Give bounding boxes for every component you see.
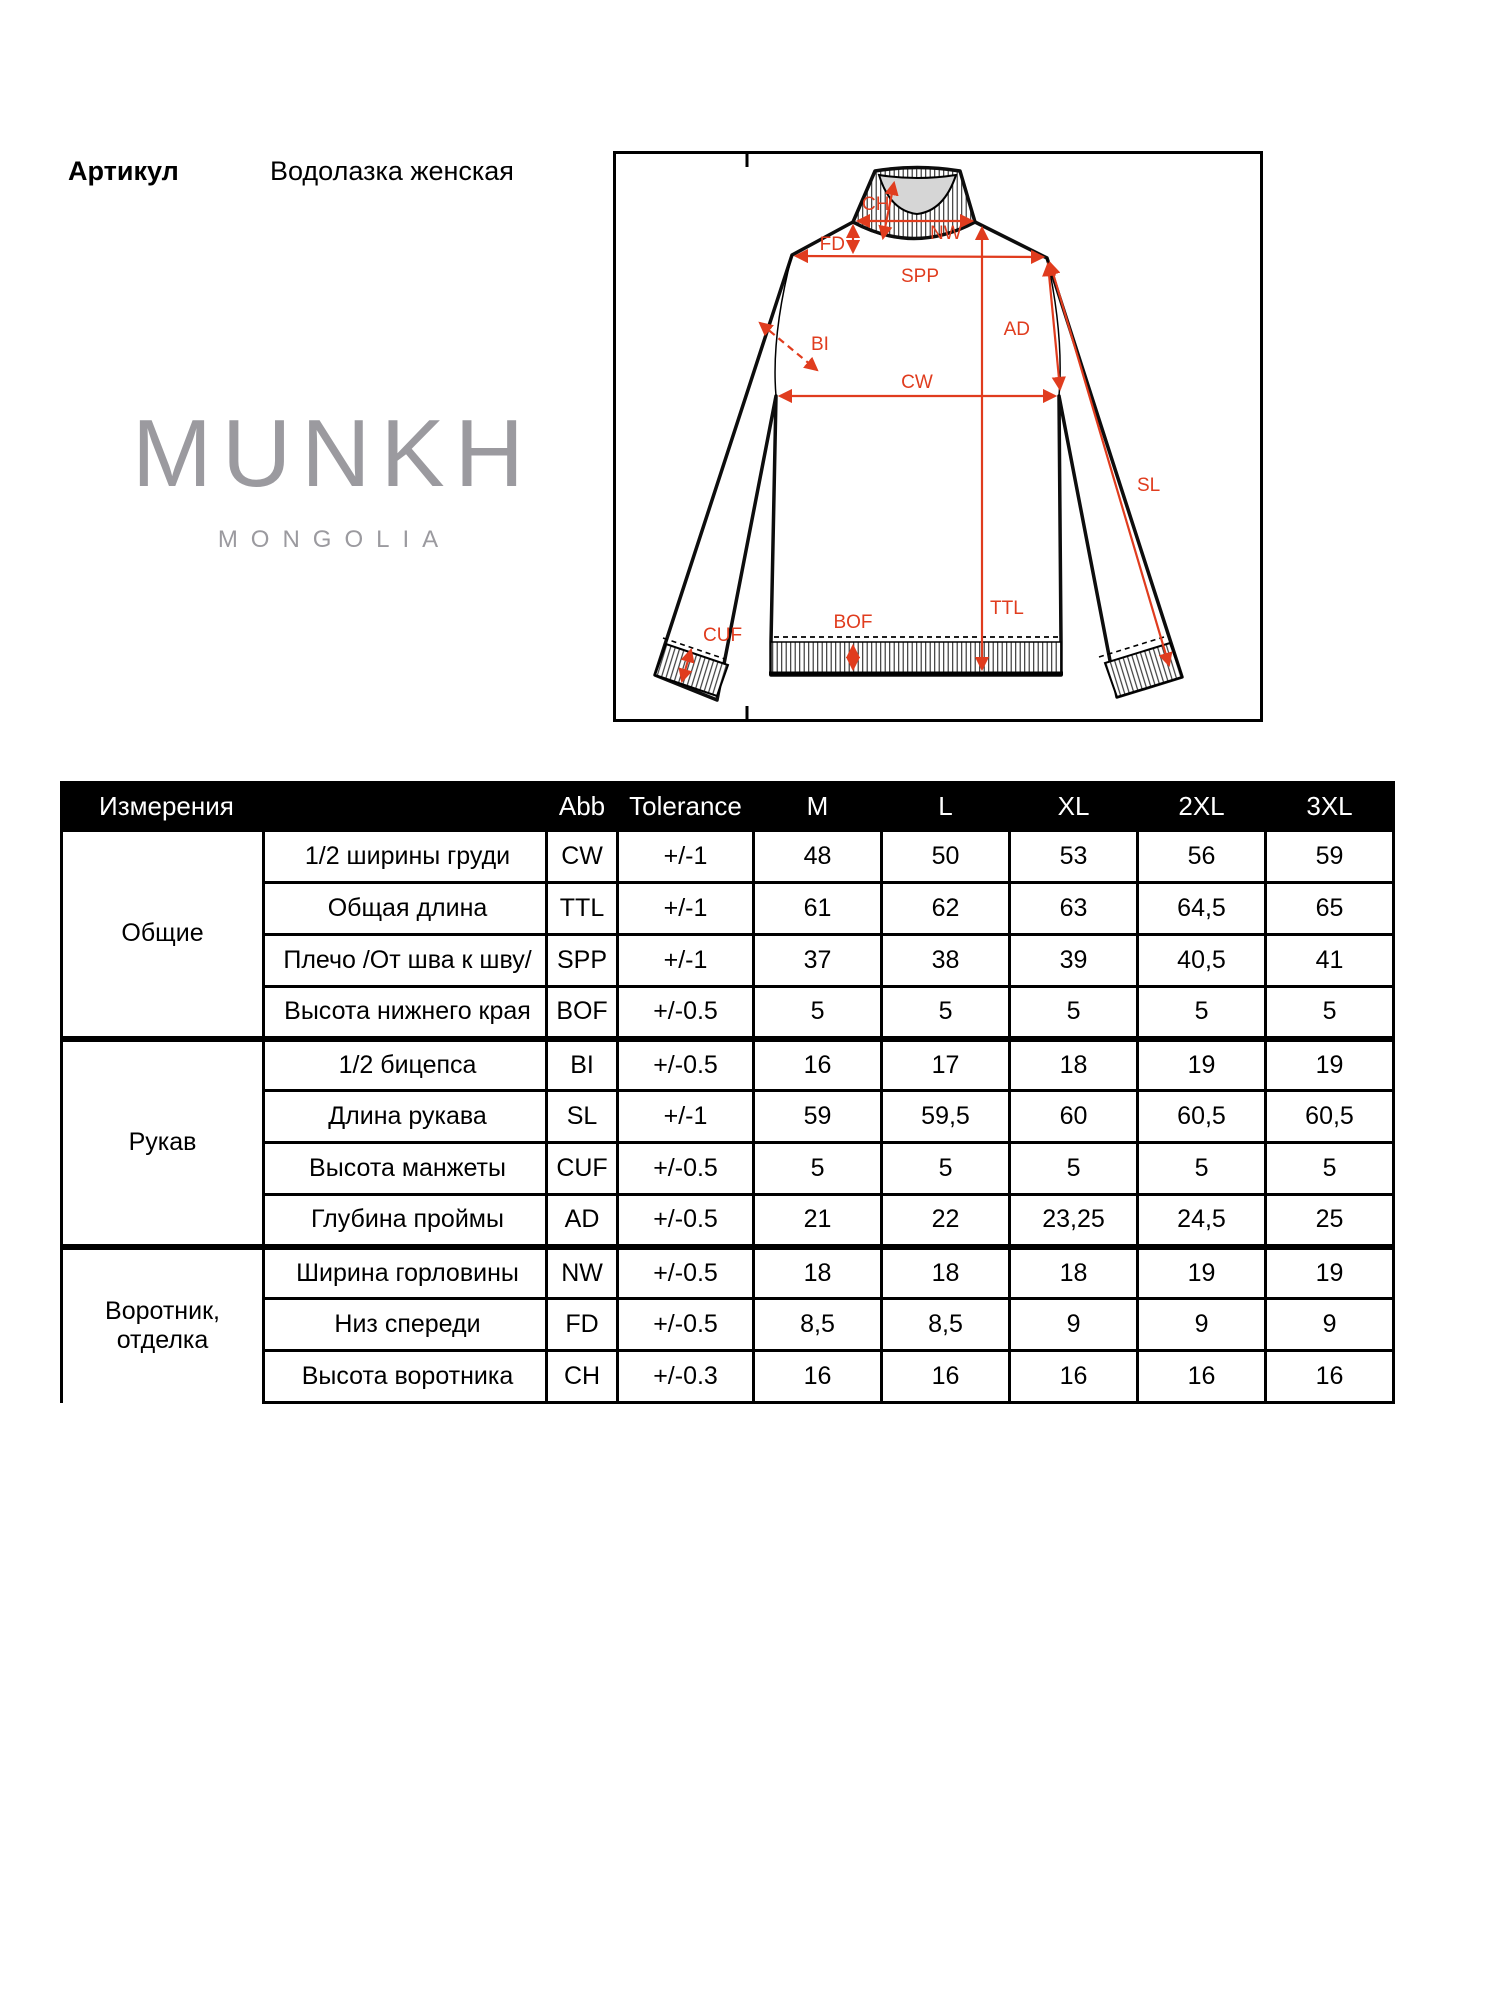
value-cell-xl: 60 xyxy=(1010,1091,1138,1143)
value-cell-xl: 18 xyxy=(1010,1247,1138,1299)
header-measurements: Измерения xyxy=(62,783,547,831)
value-cell-m: 48 xyxy=(754,831,882,883)
value-cell-xl: 39 xyxy=(1010,935,1138,987)
tolerance-cell: +/-0.5 xyxy=(618,1247,754,1299)
value-cell-3xl: 19 xyxy=(1266,1039,1394,1091)
value-cell-m: 5 xyxy=(754,1143,882,1195)
value-cell-m: 21 xyxy=(754,1195,882,1247)
tolerance-cell: +/-0.5 xyxy=(618,1039,754,1091)
value-cell-2xl: 56 xyxy=(1138,831,1266,883)
value-cell-3xl: 41 xyxy=(1266,935,1394,987)
ttl-label: TTL xyxy=(990,598,1024,619)
measurement-label-cell: Высота нижнего края xyxy=(264,987,547,1039)
measurement-label-cell: Длина рукава xyxy=(264,1091,547,1143)
article-value: Водолазка женская xyxy=(270,156,514,186)
value-cell-3xl: 59 xyxy=(1266,831,1394,883)
value-cell-l: 5 xyxy=(882,987,1010,1039)
value-cell-m: 16 xyxy=(754,1351,882,1403)
value-cell-l: 17 xyxy=(882,1039,1010,1091)
abb-cell: TTL xyxy=(547,883,618,935)
brand-name: MUNKH xyxy=(132,400,534,507)
tolerance-cell: +/-1 xyxy=(618,935,754,987)
value-cell-l: 18 xyxy=(882,1247,1010,1299)
value-cell-2xl: 5 xyxy=(1138,1143,1266,1195)
sl-label: SL xyxy=(1137,475,1161,496)
measurement-label-cell: Высота манжеты xyxy=(264,1143,547,1195)
measurement-label-cell: Общая длина xyxy=(264,883,547,935)
value-cell-l: 59,5 xyxy=(882,1091,1010,1143)
nw-label: NW xyxy=(930,223,962,244)
table-header-row xyxy=(62,783,1394,831)
size-table-container xyxy=(60,781,1395,1404)
value-cell-m: 5 xyxy=(754,987,882,1039)
value-cell-l: 50 xyxy=(882,831,1010,883)
value-cell-3xl: 5 xyxy=(1266,1143,1394,1195)
value-cell-2xl: 19 xyxy=(1138,1247,1266,1299)
value-cell-l: 5 xyxy=(882,1143,1010,1195)
tolerance-cell: +/-0.5 xyxy=(618,1299,754,1351)
group-cell: Воротник, отделка xyxy=(62,1247,264,1403)
value-cell-3xl: 5 xyxy=(1266,987,1394,1039)
abb-cell: BI xyxy=(547,1039,618,1091)
value-cell-2xl: 5 xyxy=(1138,987,1266,1039)
abb-cell: SPP xyxy=(547,935,618,987)
tolerance-cell: +/-0.3 xyxy=(618,1351,754,1403)
value-cell-xl: 16 xyxy=(1010,1351,1138,1403)
tolerance-cell: +/-1 xyxy=(618,1091,754,1143)
value-cell-xl: 53 xyxy=(1010,831,1138,883)
value-cell-l: 8,5 xyxy=(882,1299,1010,1351)
header-abb: Abb xyxy=(547,783,618,831)
measurement-label-cell: Плечо /От шва к шву/ xyxy=(264,935,547,987)
tolerance-cell: +/-0.5 xyxy=(618,1143,754,1195)
abb-cell: CH xyxy=(547,1351,618,1403)
abb-cell: FD xyxy=(547,1299,618,1351)
value-cell-2xl: 24,5 xyxy=(1138,1195,1266,1247)
size-table xyxy=(60,781,1395,1404)
value-cell-2xl: 16 xyxy=(1138,1351,1266,1403)
measurement-label-cell: Ширина горловины xyxy=(264,1247,547,1299)
value-cell-3xl: 65 xyxy=(1266,883,1394,935)
group-cell: Общие xyxy=(62,831,264,1039)
value-cell-3xl: 60,5 xyxy=(1266,1091,1394,1143)
value-cell-m: 16 xyxy=(754,1039,882,1091)
header-size-3xl: 3XL xyxy=(1266,783,1394,831)
measurement-label-cell: Глубина проймы xyxy=(264,1195,547,1247)
value-cell-l: 16 xyxy=(882,1351,1010,1403)
hem-band xyxy=(771,642,1061,675)
sweater-measurement-diagram xyxy=(613,151,1263,722)
value-cell-l: 38 xyxy=(882,935,1010,987)
measurement-label-cell: Низ спереди xyxy=(264,1299,547,1351)
measurement-label-cell: Высота воротника xyxy=(264,1351,547,1403)
value-cell-m: 61 xyxy=(754,883,882,935)
value-cell-3xl: 16 xyxy=(1266,1351,1394,1403)
brand-logo xyxy=(130,400,534,554)
value-cell-2xl: 19 xyxy=(1138,1039,1266,1091)
value-cell-3xl: 25 xyxy=(1266,1195,1394,1247)
value-cell-2xl: 60,5 xyxy=(1138,1091,1266,1143)
value-cell-xl: 5 xyxy=(1010,987,1138,1039)
abb-cell: CW xyxy=(547,831,618,883)
spp-measure-line xyxy=(796,256,1043,257)
value-cell-2xl: 40,5 xyxy=(1138,935,1266,987)
tolerance-cell: +/-0.5 xyxy=(618,987,754,1039)
group-cell: Рукав xyxy=(62,1039,264,1247)
value-cell-l: 62 xyxy=(882,883,1010,935)
tolerance-cell: +/-0.5 xyxy=(618,1195,754,1247)
value-cell-xl: 23,25 xyxy=(1010,1195,1138,1247)
value-cell-2xl: 9 xyxy=(1138,1299,1266,1351)
measurement-label-cell: 1/2 ширины груди xyxy=(264,831,547,883)
header-size-2xl: 2XL xyxy=(1138,783,1266,831)
cuf-label: CUF xyxy=(703,625,743,646)
cw-label: CW xyxy=(901,372,933,393)
abb-cell: SL xyxy=(547,1091,618,1143)
header-size-m: M xyxy=(754,783,882,831)
value-cell-3xl: 9 xyxy=(1266,1299,1394,1351)
article-label: Артикул xyxy=(68,156,179,186)
brand-country: MONGOLIA xyxy=(217,526,452,553)
table-row xyxy=(62,1039,1394,1091)
ad-label: AD xyxy=(1003,319,1030,340)
value-cell-xl: 5 xyxy=(1010,1143,1138,1195)
value-cell-3xl: 19 xyxy=(1266,1247,1394,1299)
value-cell-m: 37 xyxy=(754,935,882,987)
value-cell-l: 22 xyxy=(882,1195,1010,1247)
tolerance-cell: +/-1 xyxy=(618,831,754,883)
header-size-l: L xyxy=(882,783,1010,831)
header-tolerance: Tolerance xyxy=(618,783,754,831)
tolerance-cell: +/-1 xyxy=(618,883,754,935)
abb-cell: AD xyxy=(547,1195,618,1247)
value-cell-m: 8,5 xyxy=(754,1299,882,1351)
measurement-label-cell: 1/2 бицепса xyxy=(264,1039,547,1091)
ch-label: CH xyxy=(862,194,890,215)
abb-cell: BOF xyxy=(547,987,618,1039)
value-cell-m: 18 xyxy=(754,1247,882,1299)
size-table-body xyxy=(62,831,1394,1403)
spp-label: SPP xyxy=(900,266,940,287)
bof-label: BOF xyxy=(833,612,873,633)
value-cell-xl: 9 xyxy=(1010,1299,1138,1351)
value-cell-2xl: 64,5 xyxy=(1138,883,1266,935)
fd-label: FD xyxy=(819,234,845,255)
value-cell-m: 59 xyxy=(754,1091,882,1143)
value-cell-xl: 63 xyxy=(1010,883,1138,935)
abb-cell: CUF xyxy=(547,1143,618,1195)
header-size-xl: XL xyxy=(1010,783,1138,831)
bi-label: BI xyxy=(811,334,829,355)
abb-cell: NW xyxy=(547,1247,618,1299)
table-row xyxy=(62,831,1394,883)
value-cell-xl: 18 xyxy=(1010,1039,1138,1091)
table-row xyxy=(62,1247,1394,1299)
